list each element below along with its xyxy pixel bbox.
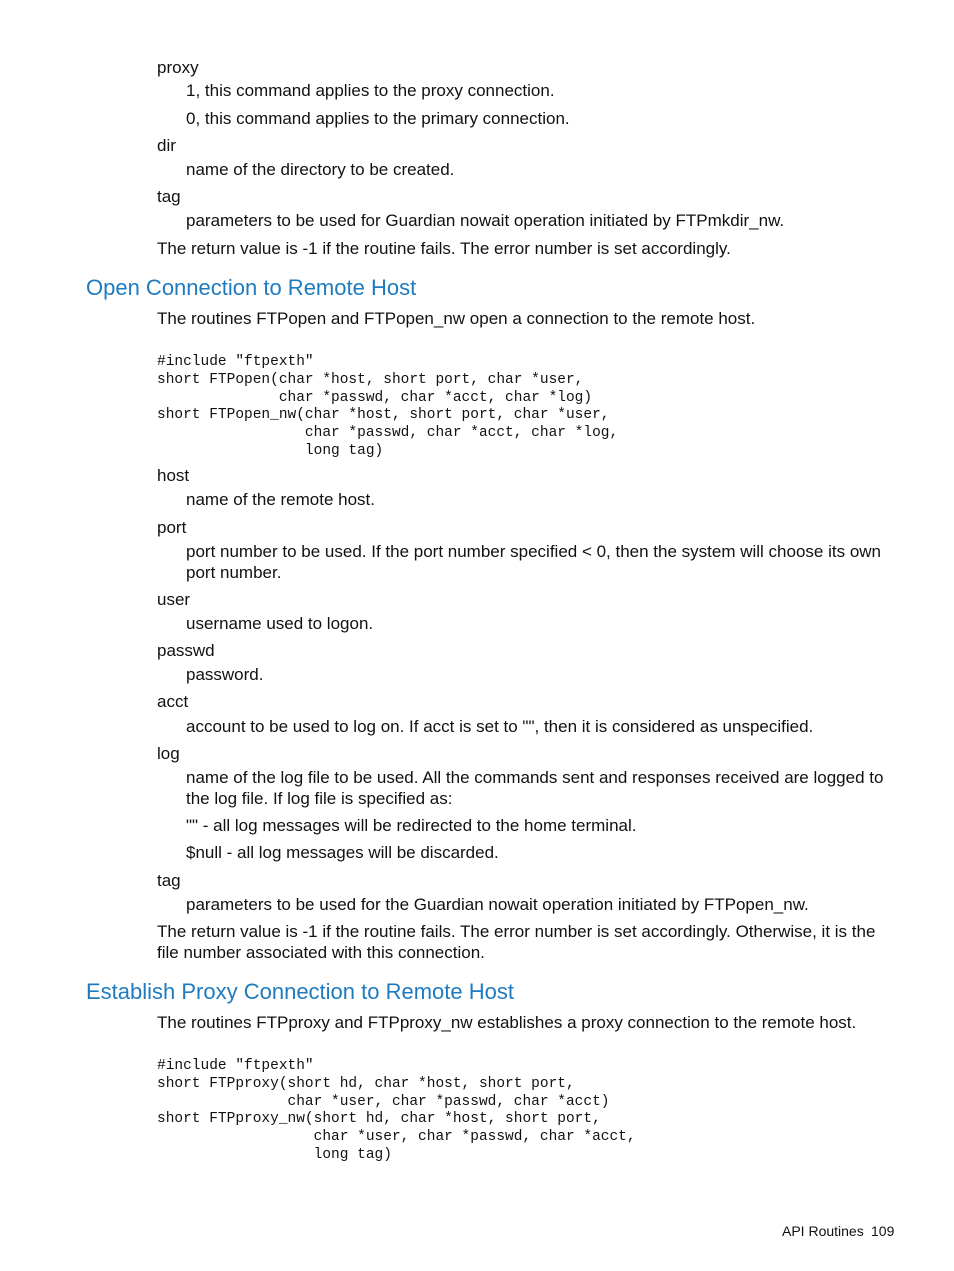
term-proxy: proxy [157,58,199,77]
term-tag: tag [157,187,181,206]
term-passwd: passwd [157,641,215,660]
log-option-home-terminal: "" - all log messages will be redirected to the home terminal. [186,816,637,835]
passwd-desc: password. [186,665,264,684]
port-desc: port number to be used. If the port number specified < 0, then the system will choose its own port number. [186,542,882,582]
return-text-open: The return value is -1 if the routine fails. The error number is set accordingly. Otherwise, it is the file number associated with this connection. [157,922,876,962]
acct-desc: account to be used to log on. If acct is set to "", then it is considered as unspecified. [186,717,814,736]
return-text: The return value is -1 if the routine fails. The error number is set accordingly. [157,239,731,258]
log-option-null: $null - all log messages will be discarded. [186,843,499,862]
term-host: host [157,466,190,485]
footer-section-name: API Routines [782,1223,864,1239]
tag-desc-open: parameters to be used for the Guardian nowait operation initiated by FTPopen_nw. [186,895,809,914]
term-dir: dir [157,136,176,155]
term-tag-open: tag [157,871,181,890]
section-heading-proxy-connection: Establish Proxy Connection to Remote Host [86,979,514,1004]
proxy-intro: The routines FTPproxy and FTPproxy_nw establishes a proxy connection to the remote host. [157,1013,857,1032]
log-desc: name of the log file to be used. All the commands sent and responses received are logged to the log file. If log file is specified as: [186,768,884,808]
user-desc: username used to logon. [186,614,374,633]
term-log: log [157,744,180,763]
proxy-code-block: #include "ftpexth" short FTPproxy(short hd, char *host, short port, char *user, char *passwd, char *acct) short FTPproxy_nw(short hd, char *host, short port, char *user, char *passwd, char *acct, long tag) [157,1058,636,1163]
proxy-desc-2: 0, this command applies to the primary connection. [186,109,570,128]
open-code-block: #include "ftpexth" short FTPopen(char *host, short port, char *user, char *passwd, char *acct, char *log) short FTPopen_nw(char *host, short port, char *user, char *passwd, char *acct, char *log, long tag) [157,354,619,459]
term-acct: acct [157,692,189,711]
term-user: user [157,590,191,609]
open-intro: The routines FTPopen and FTPopen_nw open a connection to the remote host. [157,309,756,328]
dir-desc: name of the directory to be created. [186,160,455,179]
section-heading-open-connection: Open Connection to Remote Host [86,275,417,300]
tag-desc: parameters to be used for Guardian nowait operation initiated by FTPmkdir_nw. [186,211,785,230]
page-number: 109 [871,1223,895,1239]
proxy-desc-1: 1, this command applies to the proxy connection. [186,81,555,100]
term-port: port [157,518,187,537]
host-desc: name of the remote host. [186,490,375,509]
